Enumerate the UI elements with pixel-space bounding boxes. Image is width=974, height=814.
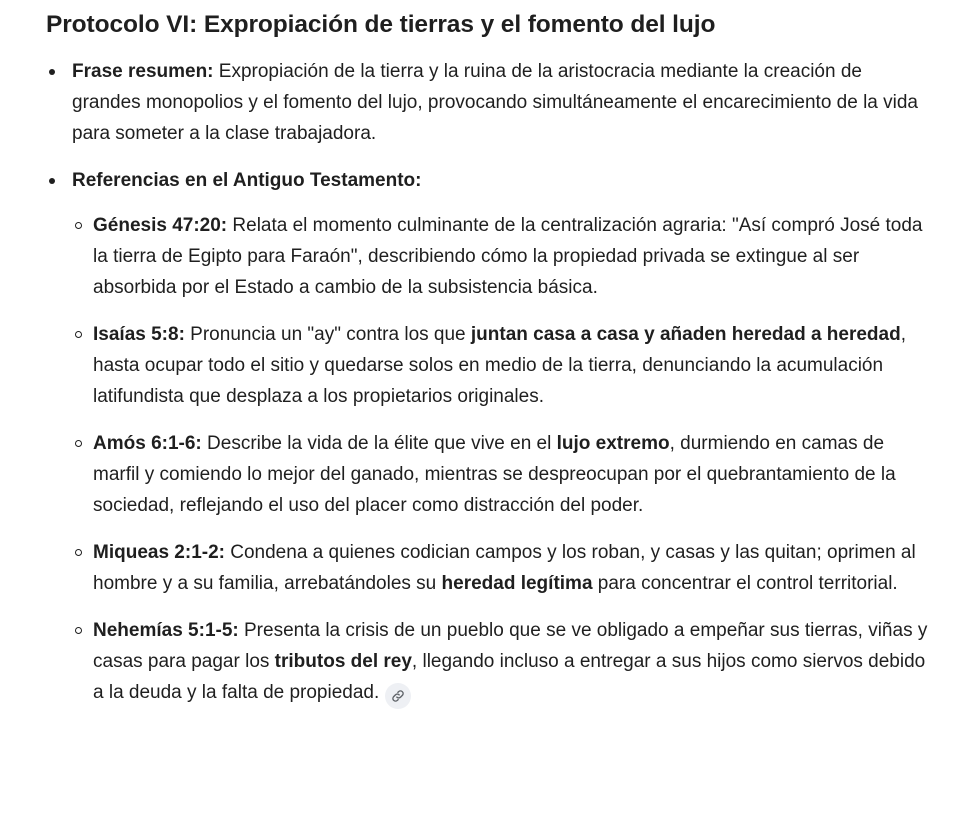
- reference-text: Pronuncia un "ay" contra los que: [184, 324, 471, 345]
- reference-text: Presenta la crisis de un pueblo que se ve obligado a empeñar sus tierras, viñas y casas para pagar los: [93, 620, 928, 672]
- reference-citation: Miqueas 2:1-2:: [93, 542, 225, 563]
- reference-citation: Amós 6:1-6:: [93, 433, 202, 454]
- reference-text: Relata el momento culminante de la centralización agraria: "Así compró José toda la tierra de Egipto para Faraón", describiendo cómo la propiedad privada se extingue al ser absorbida por el Estado a cambio de la subsistencia básica.: [93, 215, 923, 298]
- reference-item: [72, 428, 934, 521]
- reference-text: , durmiendo en camas de marfil y comiendo lo mejor del ganado, mientras se despreocupan por el quebrantamiento de la sociedad, reflejando el uso del placer como distracción del poder.: [93, 433, 896, 516]
- references-label: Referencias en el Antiguo Testamento:: [72, 170, 422, 191]
- reference-citation: Isaías 5:8:: [93, 324, 185, 345]
- summary-item: [46, 56, 934, 149]
- summary-label: Frase resumen:: [72, 61, 214, 82]
- reference-item: [72, 210, 934, 303]
- summary-text: Expropiación de la tierra y la ruina de la aristocracia mediante la creación de grandes monopolios y el fomento del lujo, provocando simultáneamente el encarecimiento de la vida para someter a la clase trabajadora.: [72, 61, 919, 144]
- reference-text: para concentrar el control territorial.: [592, 573, 898, 594]
- reference-emphasis: juntan casa a casa y añaden heredad a heredad: [470, 324, 901, 345]
- reference-emphasis: lujo extremo: [556, 433, 670, 454]
- section-heading: Protocolo VI: Expropiación de tierras y el fomento del lujo: [46, 11, 716, 38]
- reference-item: [72, 319, 934, 412]
- reference-emphasis: heredad legítima: [441, 573, 593, 594]
- reference-text: , hasta ocupar todo el sitio y quedarse solos en medio de la tierra, denunciando la acumulación latifundista que desplaza a los propietarios originales.: [93, 324, 906, 407]
- reference-list: [72, 210, 934, 709]
- link-icon[interactable]: [385, 683, 411, 709]
- main-bullet-list: [46, 56, 934, 709]
- reference-text: , llegando incluso a entregar a sus hijos como siervos debido a la deuda y la falta de propiedad.: [93, 651, 926, 703]
- reference-citation: Nehemías 5:1-5:: [93, 620, 239, 641]
- reference-text: Condena a quienes codician campos y los roban, y casas y las quitan; oprimen al hombre y a su familia, arrebatándoles su: [93, 542, 916, 594]
- reference-text: Describe la vida de la élite que vive en el: [201, 433, 557, 454]
- reference-item: [72, 615, 934, 709]
- reference-emphasis: tributos del rey: [274, 651, 412, 672]
- references-item: [46, 165, 934, 709]
- reference-item: [72, 537, 934, 599]
- reference-citation: Génesis 47:20:: [93, 215, 228, 236]
